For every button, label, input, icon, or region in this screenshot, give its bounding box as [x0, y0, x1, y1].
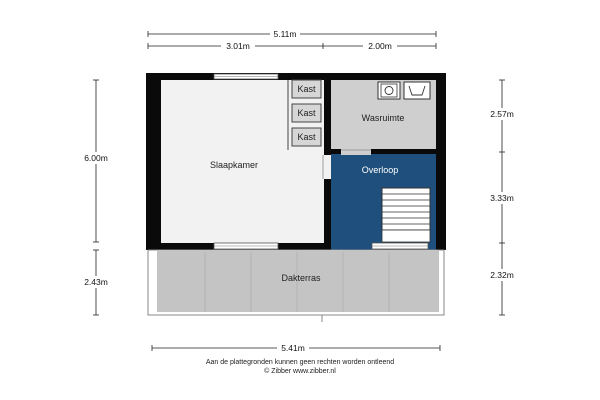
wash-tub-icon	[404, 82, 430, 99]
footer-credit: © Zibber www.zibber.nl	[264, 368, 336, 375]
dim-top-right: 2.00m	[368, 41, 392, 51]
dim-right-middle: 3.33m	[490, 193, 514, 203]
dim-top-left: 3.01m	[226, 41, 250, 51]
dim-top-total: 5.11m	[273, 29, 297, 39]
dim-right-top: 2.57m	[490, 109, 514, 119]
footer-disclaimer: Aan de plattegronden kunnen geen rechten worden ontleend	[205, 359, 395, 366]
label-kast-3: Kast	[297, 132, 316, 142]
door-wasruimte	[341, 148, 371, 155]
dim-left-upper: 6.00m	[84, 153, 108, 163]
label-kast-1: Kast	[297, 84, 316, 94]
dim-left-lower: 2.43m	[84, 277, 108, 287]
washing-machine-icon	[378, 82, 400, 99]
label-slaapkamer: Slaapkamer	[209, 160, 259, 170]
dim-bottom-total: 5.41m	[281, 343, 305, 353]
label-kast-2: Kast	[297, 108, 316, 118]
label-overloop: Overloop	[361, 165, 399, 175]
label-dakterras: Dakterras	[281, 273, 321, 283]
stairs-icon	[382, 188, 430, 242]
label-wasruimte: Wasruimte	[361, 113, 405, 123]
dim-right-bottom: 2.32m	[490, 270, 514, 280]
